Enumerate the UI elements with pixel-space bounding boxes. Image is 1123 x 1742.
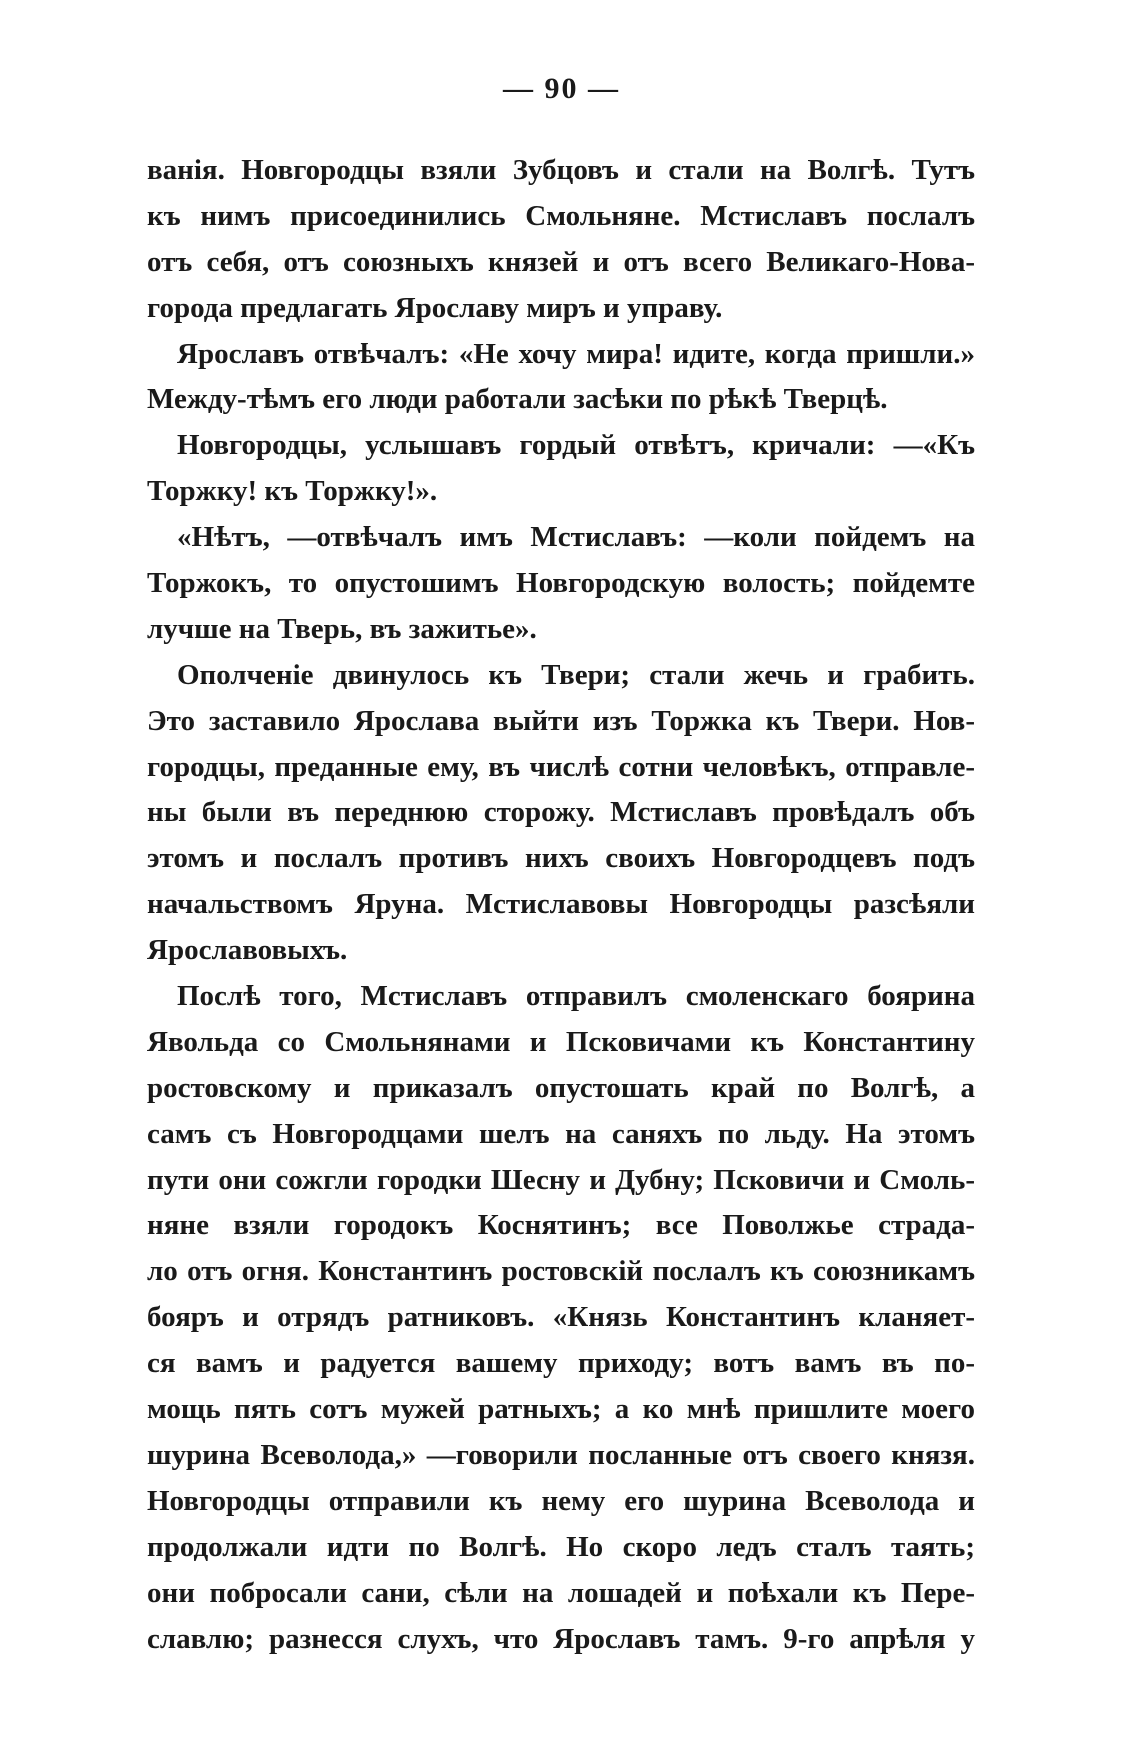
text-line: къ нимъ присоединились Смольняне. Мстиславъ послалъ: [147, 199, 975, 232]
text-line: Между-тѣмъ его люди работали засѣки по рѣкѣ Тверцѣ.: [147, 383, 888, 416]
text-line: Ярославъ отвѣчалъ: «Не хочу мира! идите, когда пришли.»: [177, 337, 975, 370]
text-line: ны были въ переднюю сторожу. Мстиславъ провѣдалъ объ: [147, 796, 975, 829]
text-line: Ополченіе двинулось къ Твери; стали жечь и грабить.: [177, 658, 975, 691]
text-line: лучше на Тверь, въ зажитье».: [147, 612, 537, 645]
text-line: ванія. Новгородцы взяли Зубцовъ и стали на Волгѣ. Тутъ: [147, 154, 975, 186]
text-line: Новгородцы, услышавъ гордый отвѣтъ, кричали: —«Къ: [177, 429, 975, 462]
text-line: ло отъ огня. Константинъ ростовскій послалъ къ союзникамъ: [147, 1255, 975, 1288]
text-line: славлю; разнесся слухъ, что Ярославъ тамъ. 9-го апрѣля у: [147, 1622, 975, 1655]
text-line: Новгородцы отправили къ нему его шурина Всеволода и: [147, 1484, 975, 1517]
text-line: бояръ и отрядъ ратниковъ. «Князь Константинъ кланяет-: [147, 1301, 975, 1334]
text-line: этомъ и послалъ противъ нихъ своихъ Новгородцевъ подъ: [147, 842, 975, 875]
text-line: Это заставило Ярослава выйти изъ Торжка къ Твери. Нов-: [147, 704, 975, 737]
page-number: — 90 —: [503, 72, 620, 105]
text-line: няне взяли городокъ Коснятинъ; все Поволжье страда-: [147, 1209, 975, 1242]
text-line: городцы, преданные ему, въ числѣ сотни человѣкъ, отправле-: [147, 750, 975, 783]
text-line: они побросали сани, сѣли на лошадей и поѣхали къ Пере-: [147, 1576, 975, 1609]
text-line: шурина Всеволода,» —говорили посланные отъ своего князя.: [147, 1438, 975, 1471]
body-text: [147, 148, 975, 1662]
text-line: пути они сожгли городки Шесну и Дубну; Псковичи и Смоль-: [147, 1163, 975, 1196]
text-line: Послѣ того, Мстиславъ отправилъ смоленскаго боярина: [177, 980, 975, 1013]
text-line: начальствомъ Яруна. Мстиславовы Новгородцы разсѣяли: [147, 888, 975, 921]
text-line: города предлагать Ярославу миръ и управу.: [147, 291, 723, 324]
text-line: ся вамъ и радуется вашему приходу; вотъ вамъ въ по-: [147, 1347, 975, 1380]
text-line: «Нѣтъ, —отвѣчалъ имъ Мстиславъ: —коли пойдемъ на: [177, 521, 975, 554]
text-line: отъ себя, отъ союзныхъ князей и отъ всего Великаго-Нова-: [147, 245, 975, 278]
text-line: самъ съ Новгородцами шелъ на саняхъ по льду. На этомъ: [147, 1117, 975, 1150]
text-line: Ярославовыхъ.: [147, 934, 348, 967]
text-line: мощь пять сотъ мужей ратныхъ; а ко мнѣ пришлите моего: [147, 1393, 975, 1426]
text-line: продолжали идти по Волгѣ. Но скоро ледъ сталъ таять;: [147, 1530, 975, 1563]
text-line: ростовскому и приказалъ опустошать край по Волгѣ, а: [147, 1071, 975, 1104]
text-line: Явольда со Смольнянами и Псковичами къ Константину: [147, 1025, 975, 1058]
text-line: Торжокъ, то опустошимъ Новгородскую волость; пойдемте: [147, 567, 975, 600]
text-line: Торжку! къ Торжку!».: [147, 475, 438, 508]
